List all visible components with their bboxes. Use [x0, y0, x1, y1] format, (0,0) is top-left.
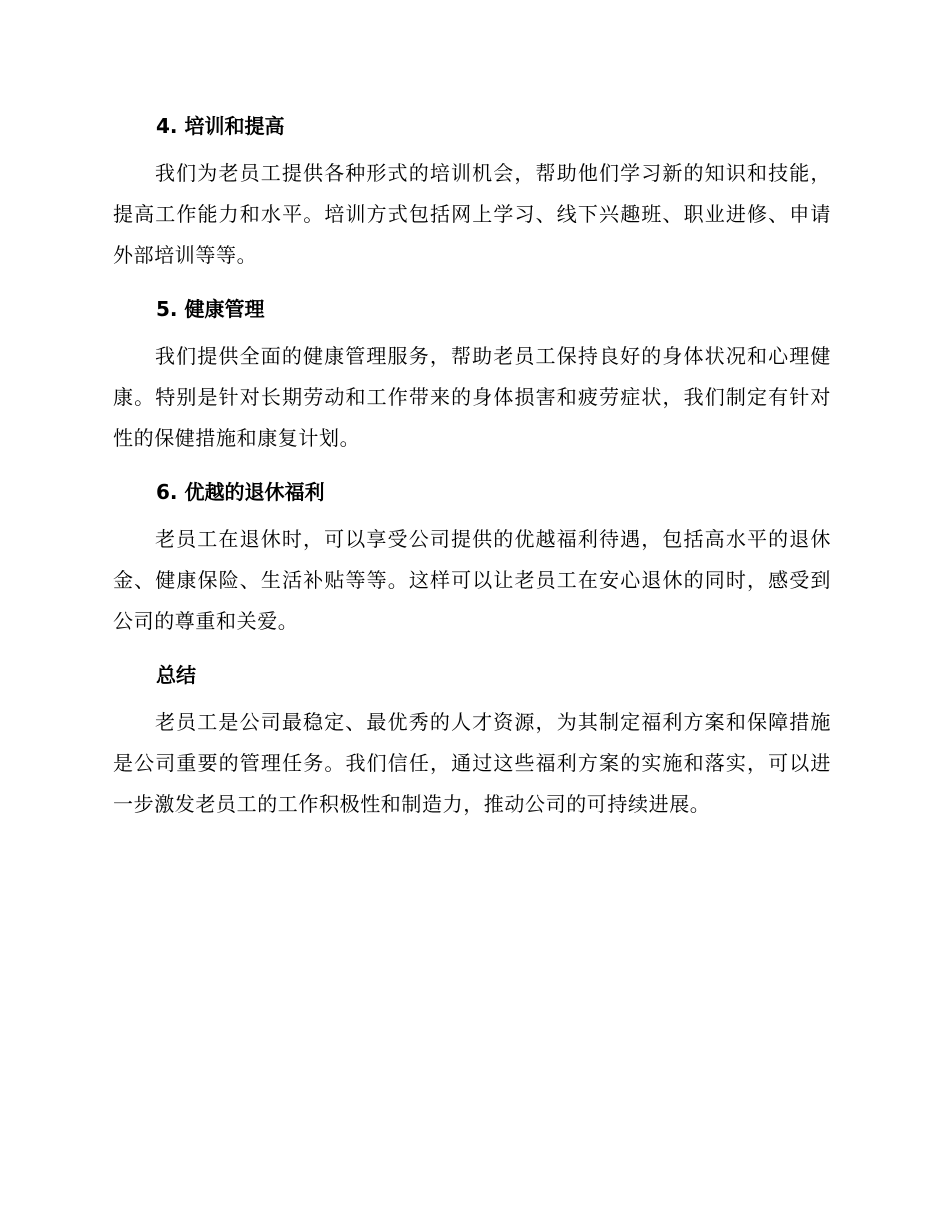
section-heading-summary: 总结: [156, 663, 196, 687]
section-heading-training: 4. 培训和提高: [156, 114, 285, 138]
section-retirement: [113, 471, 831, 642]
section-training: [113, 105, 831, 276]
paragraph-summary: 老员工是公司最稳定、最优秀的人才资源，为其制定福利方案和保障措施是公司重要的管理任务。我们信任，通过这些福利方案的实施和落实，可以进一步激发老员工的工作积极性和制造力，推动公司的可持续进展。: [113, 710, 831, 816]
paragraph-retirement: 老员工在退休时，可以享受公司提供的优越福利待遇，包括高水平的退休金、健康保险、生活补贴等等。这样可以让老员工在安心退休的同时，感受到公司的尊重和关爱。: [113, 527, 831, 633]
document-body: [113, 105, 831, 837]
paragraph-training: 我们为老员工提供各种形式的培训机会，帮助他们学习新的知识和技能，提高工作能力和水平。培训方式包括网上学习、线下兴趣班、职业进修、申请外部培训等等。: [113, 161, 831, 267]
section-health: [113, 288, 831, 459]
section-heading-retirement: 6. 优越的退休福利: [156, 480, 325, 504]
paragraph-health: 我们提供全面的健康管理服务，帮助老员工保持良好的身体状况和心理健康。特别是针对长期劳动和工作带来的身体损害和疲劳症状，我们制定有针对性的保健措施和康复计划。: [113, 344, 831, 450]
section-summary: [113, 654, 831, 825]
section-heading-health: 5. 健康管理: [156, 297, 265, 321]
